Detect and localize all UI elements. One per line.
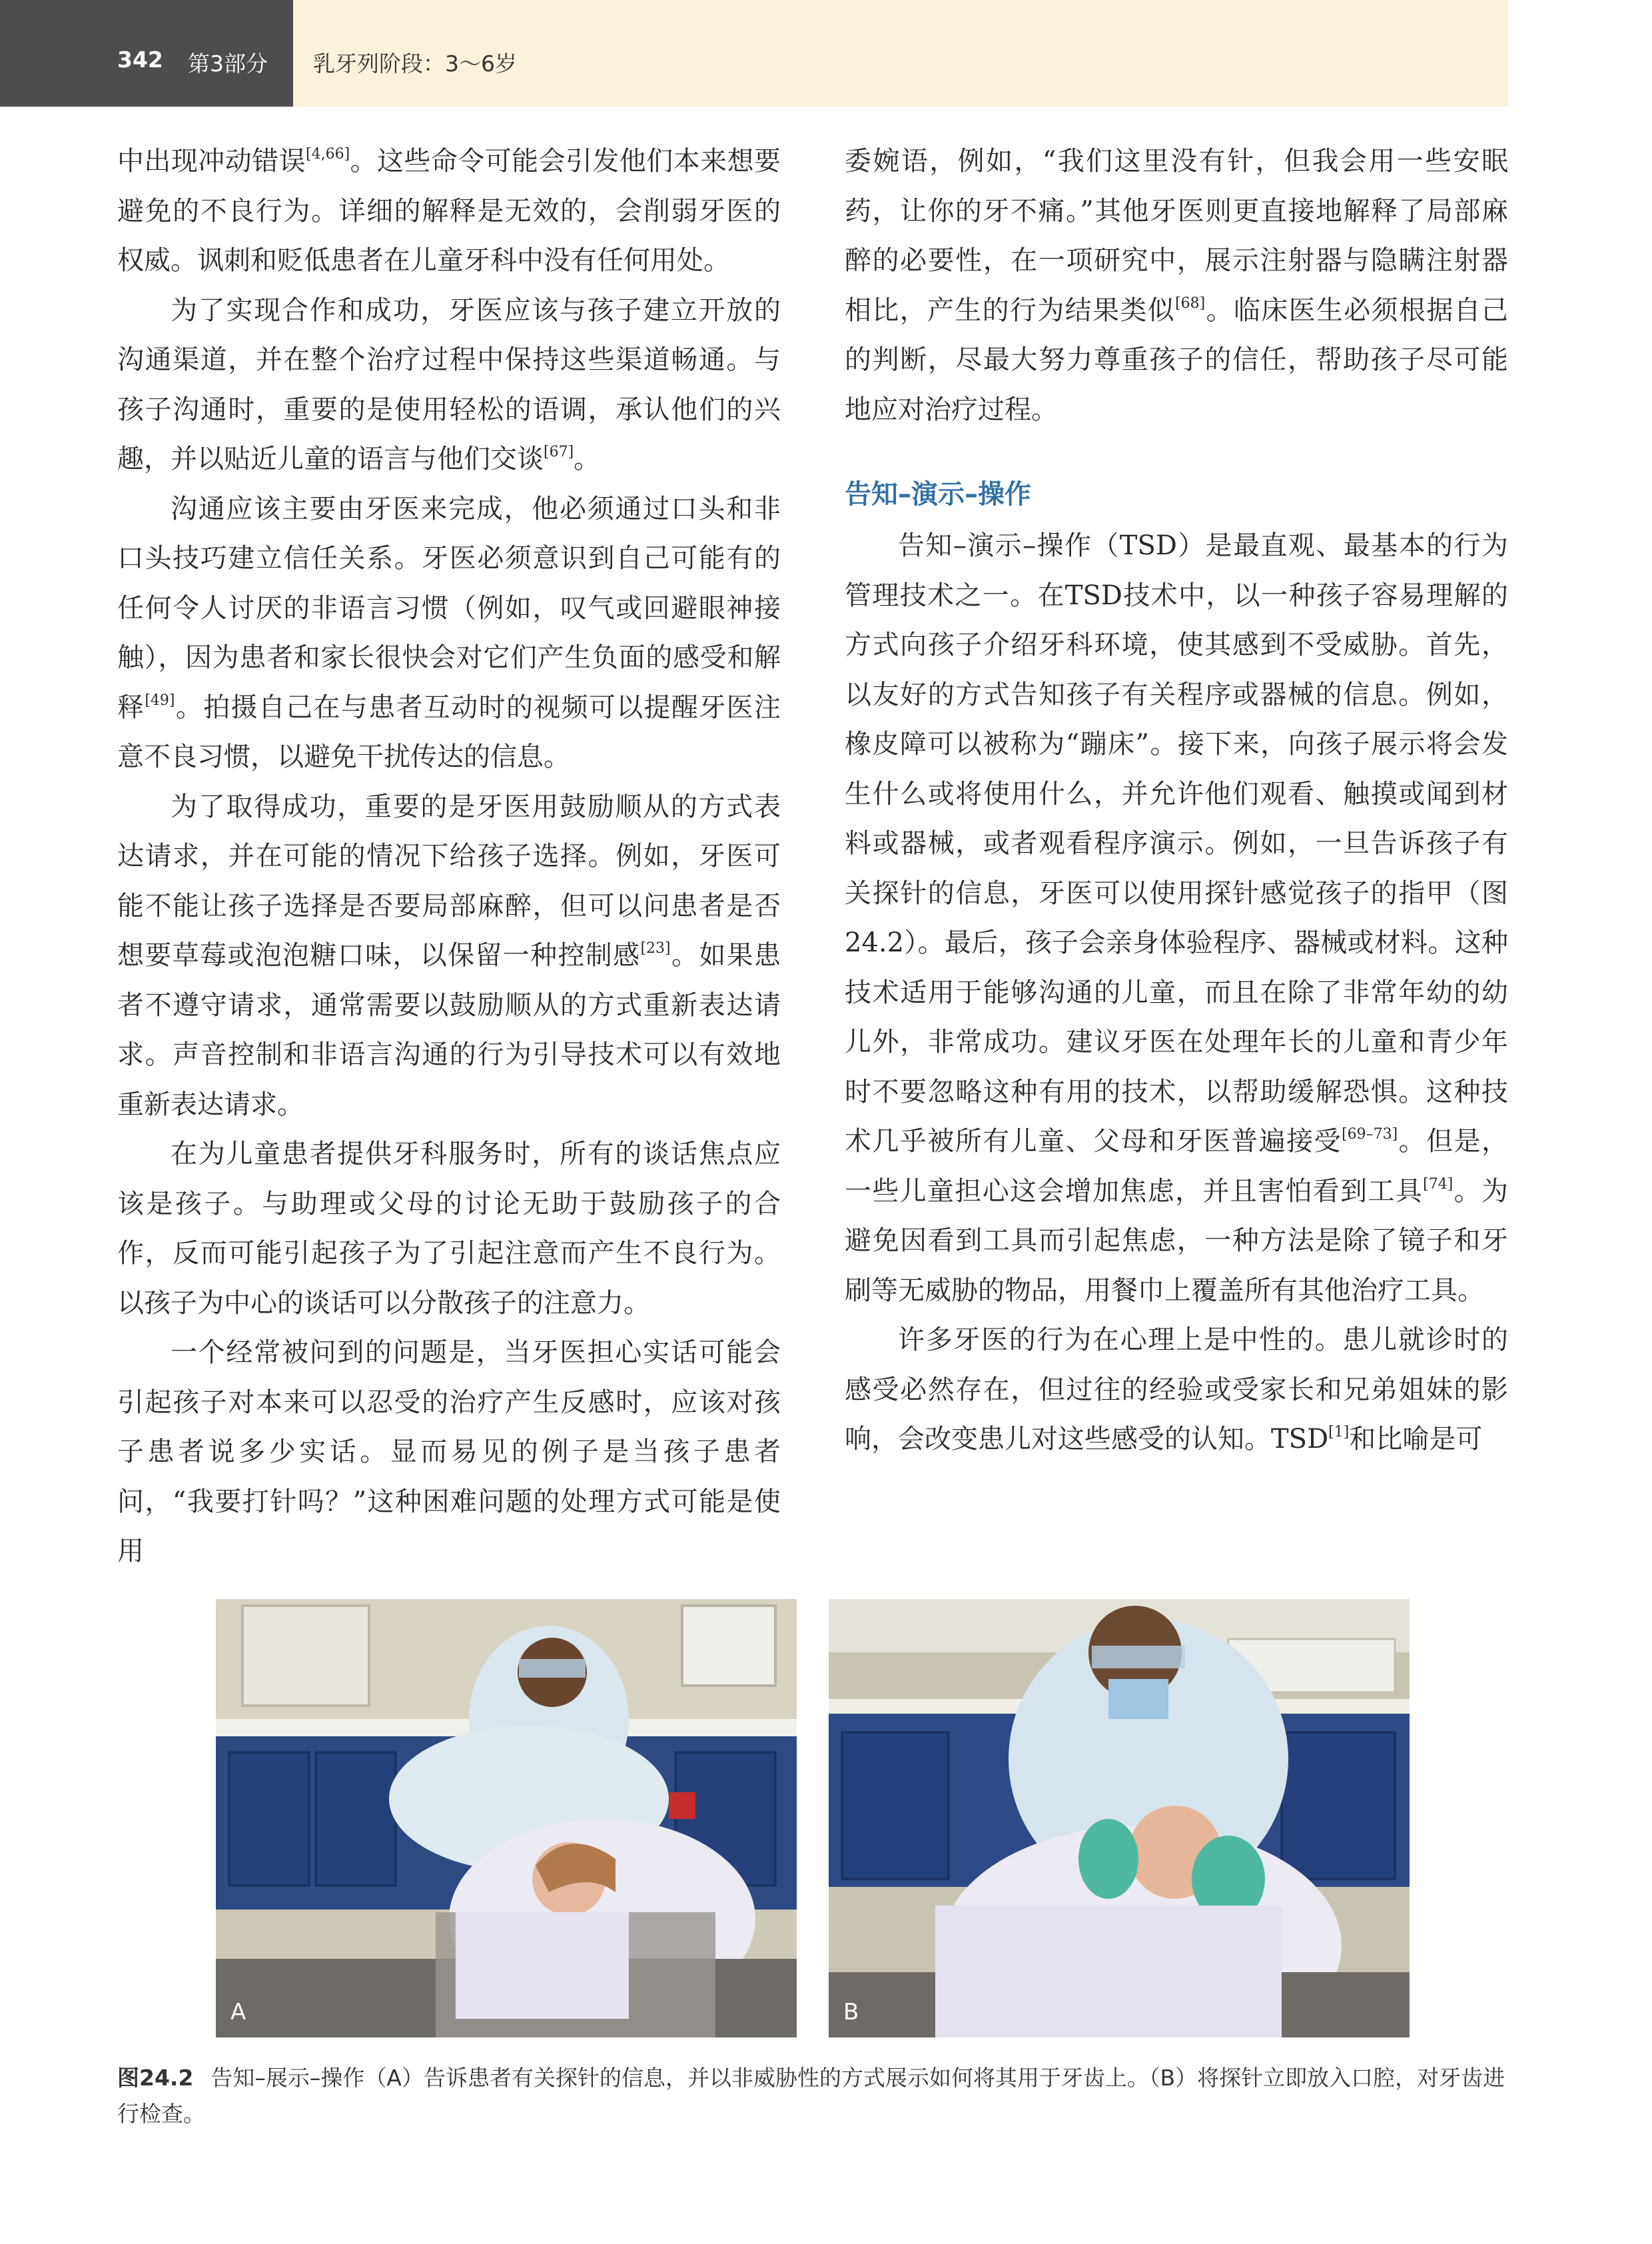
photo-panel-a (216, 1599, 797, 2037)
paragraph-text: 委婉语，例如，“我们这里没有针，但我会用一些安眠药，让你的牙不痛。”其他牙医则更直接地解释了局部麻醉的必要性，在一项研究中，展示注射器与隐瞒注射器相比，产生的行为结果类似 (845, 146, 1508, 326)
paragraph-text: 。但是，一些儿童担心这会增加焦虑，并且害怕看到工具 (845, 1126, 1509, 1207)
left-text-column (117, 137, 781, 1576)
citation-superscript: [49] (145, 692, 175, 709)
paragraph-text: 。拍摄自己在与患者互动时的视频可以提醒牙医注意不良习惯，以避免干扰传达的信息。 (117, 692, 781, 772)
body-paragraph (845, 137, 1508, 434)
right-column-bottom (845, 521, 1508, 1464)
body-paragraph (117, 782, 781, 1130)
right-text-column (845, 137, 1508, 1464)
paragraph-text: 。为避免因看到工具而引起焦虑，一种方法是除了镜子和牙刷等无威胁的物品，用餐巾上覆盖所有其他治疗工具。 (845, 1175, 1509, 1306)
paragraph-text: 在为儿童患者提供牙科服务时，所有的谈话焦点应该是孩子。与助理或父母的讨论无助于鼓励孩子的合作，反而可能引起孩子为了引起注意而产生不良行为。以孩子为中心的谈话可以分散孩子的注意力。 (117, 1139, 781, 1319)
citation-superscript: [74] (1423, 1175, 1453, 1193)
dental-exam-photo-b (829, 1599, 1410, 2037)
paragraph-text: 告知–演示–操作（TSD）是最直观、最基本的行为管理技术之一。在TSD技术中，以一种孩子容易理解的方式向孩子介绍牙科环境，使其感到不受威胁。首先，以友好的方式告知孩子有关程序或器械的信息。例如，橡皮障可以被称为“蹦床”。接下来，向孩子展示将会发生什么或将使用什么，并允许他们观看、触摸或闻到材料或器械，或者观看程序演示。例如，一旦告诉孩子有关探针的信息，牙医可以使用探针感觉孩子的指甲（图24.2）。最后，孩子会亲身体验程序、器械或材料。这种技术适用于能够沟通的儿童，而且在除了非常年幼的幼儿外，非常成功。建议牙医在处理年长的儿童和青少年时不要忽略这种有用的技术，以帮助缓解恐惧。这种技术几乎被所有儿童、父母和牙医普遍接受 (845, 530, 1508, 1157)
body-paragraph (117, 484, 781, 782)
citation-superscript: [69–73] (1342, 1126, 1398, 1143)
paragraph-text: 许多牙医的行为在心理上是中性的。患儿就诊时的感受必然存在，但过往的经验或受家长和兄弟姐妹的影响，会改变患儿对这些感受的认知。TSD (845, 1325, 1508, 1454)
paragraph-text: 。如果患者不遵守请求，通常需要以鼓励顺从的方式重新表达请求。声音控制和非语言沟通的行为引导技术可以有效地重新表达请求。 (117, 940, 781, 1120)
citation-superscript: [1] (1328, 1424, 1350, 1440)
body-paragraph (117, 286, 781, 484)
citation-superscript: [68] (1175, 294, 1206, 312)
figure-24-2 (216, 1599, 1410, 2037)
running-header (0, 0, 1508, 107)
paragraph-text: 中出现冲动错误 (117, 146, 306, 177)
figure-caption-text: 告知–展示–操作（A）告诉患者有关探针的信息，并以非威胁性的方式展示如何将其用于牙齿上。（B）将探针立即放入口腔，对牙齿进行检查。 (117, 2065, 1505, 2127)
paragraph-text: 一个经常被问到的问题是，当牙医担心实话可能会引起孩子对本来可以忍受的治疗产生反感时，应该对孩子患者说多少实话。显而易见的例子是当孩子患者问，“我要打针吗？”这种困难问题的处理方式可能是使用 (117, 1337, 781, 1566)
right-column-top (845, 137, 1508, 434)
paragraph-text: 沟通应该主要由牙医来完成，他必须通过口头和非口头技巧建立信任关系。牙医必须意识到自己可能有的任何令人讨厌的非语言习惯（例如，叹气或回避眼神接触），因为患者和家长很快会对它们产生负面的感受和解释 (117, 493, 781, 723)
paragraph-text: 和比喻是可 (1349, 1424, 1483, 1454)
part-label: 第3部分 (188, 51, 268, 77)
paragraph-text: 。 (574, 444, 601, 474)
body-paragraph (845, 1315, 1508, 1464)
citation-superscript: [67] (544, 444, 574, 460)
paragraph-text: 。临床医生必须根据自己的判断，尽最大努力尊重孩子的信任，帮助孩子尽可能地应对治疗过程。 (845, 294, 1509, 425)
body-paragraph (845, 521, 1508, 1315)
paragraph-text: 。这些命令可能会引发他们本来想要避免的不良行为。详细的解释是无效的，会削弱牙医的权威。讽刺和贬低患者在儿童牙科中没有任何用处。 (117, 146, 781, 276)
paragraph-text: 为了取得成功，重要的是牙医用鼓励顺从的方式表达请求，并在可能的情况下给孩子选择。例如，牙医可能不能让孩子选择是否要局部麻醉，但可以问患者是否想要草莓或泡泡糖口味，以保留一种控制感 (117, 791, 781, 971)
section-heading: 告知–演示–操作 (845, 479, 1031, 510)
body-paragraph (117, 1129, 781, 1328)
body-paragraph (117, 137, 781, 286)
paragraph-text: 为了实现合作和成功，牙医应该与孩子建立开放的沟通渠道，并在整个治疗过程中保持这些渠道畅通。与孩子沟通时，重要的是使用轻松的语调，承认他们的兴趣，并以贴近儿童的语言与他们交谈 (117, 294, 781, 474)
figure-caption (117, 2060, 1509, 2132)
photo-panel-b (829, 1599, 1410, 2037)
figure-caption-label: 图24.2 (117, 2065, 194, 2091)
dental-exam-photo-a (216, 1599, 797, 2037)
citation-superscript: [23] (640, 940, 671, 957)
chapter-label: 乳牙列阶段：3～6岁 (313, 51, 517, 77)
panel-label-a: A (230, 1999, 246, 2025)
panel-label-b: B (843, 1999, 859, 2025)
page-number: 342 (117, 47, 163, 73)
citation-superscript: [4,66] (306, 146, 350, 163)
body-paragraph (117, 1328, 781, 1576)
